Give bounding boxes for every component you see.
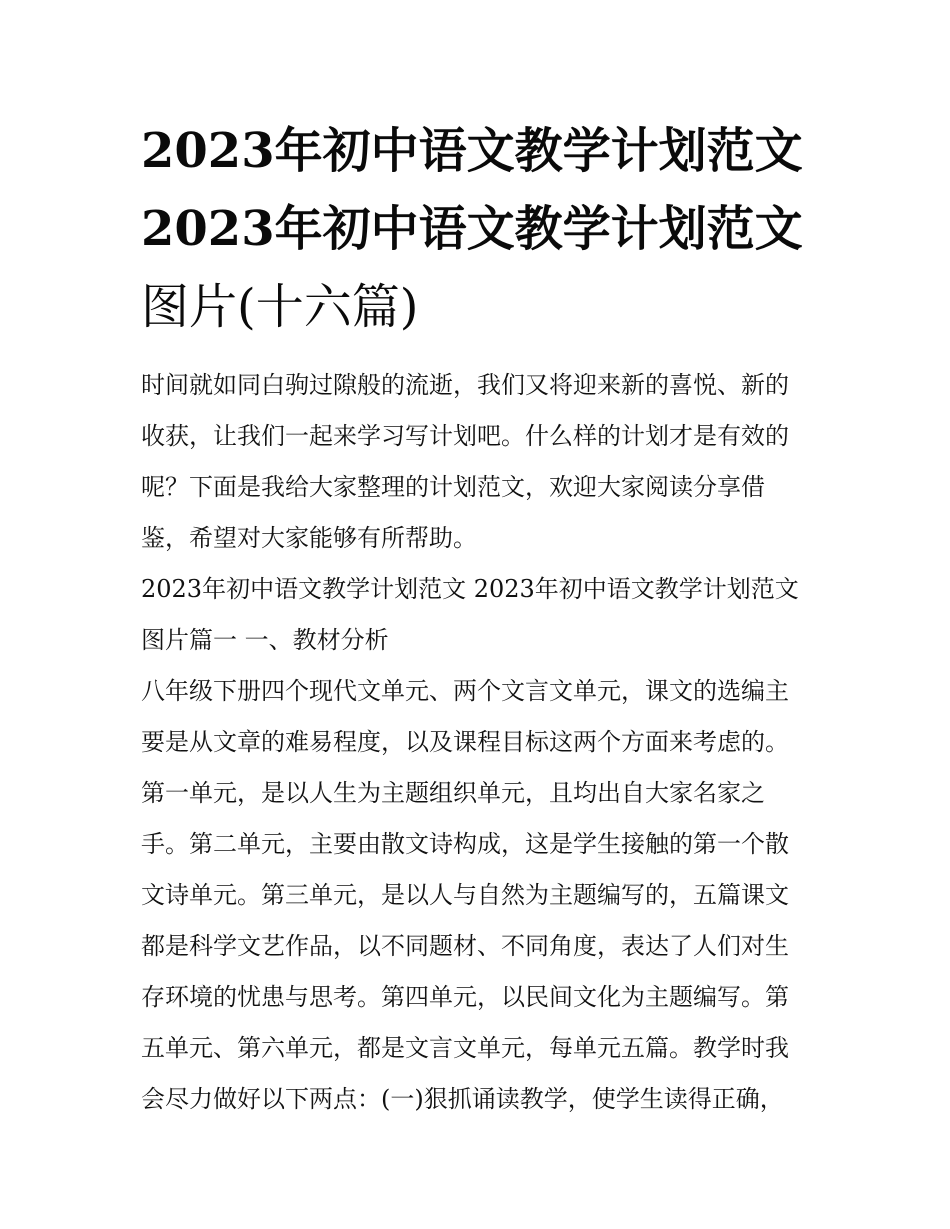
text-line: 图片篇一 一、教材分析 — [141, 626, 389, 654]
intro-paragraph — [141, 360, 817, 564]
title-line-2: 2023年初中语文教学计划范文 — [141, 201, 803, 257]
text-line: 文诗单元。第三单元，是以人与自然为主题编写的，五篇课文 — [141, 881, 789, 909]
text-line: 呢？下面是我给大家整理的计划范文，欢迎大家阅读分享借 — [141, 473, 765, 501]
text-line: 鉴，希望对大家能够有所帮助。 — [141, 524, 477, 552]
text-line: 第一单元，是以人生为主题组织单元，且均出自大家名家之 — [141, 779, 765, 807]
text-line: 会尽力做好以下两点：(一)狠抓诵读教学，使学生读得正确， — [141, 1085, 784, 1113]
analysis-paragraph — [141, 666, 817, 1125]
document-page — [141, 112, 817, 1125]
text-line: 八年级下册四个现代文单元、两个文言文单元，课文的选编主 — [141, 677, 789, 705]
text-line: 都是科学文艺作品，以不同题材、不同角度，表达了人们对生 — [141, 932, 789, 960]
title-line-3: 图片(十六篇) — [141, 279, 419, 335]
text-line: 存环境的忧患与思考。第四单元，以民间文化为主题编写。第 — [141, 983, 789, 1011]
document-title — [141, 112, 817, 346]
text-line: 收获，让我们一起来学习写计划吧。什么样的计划才是有效的 — [141, 422, 789, 450]
text-line: 手。第二单元，主要由散文诗构成，这是学生接触的第一个散 — [141, 830, 789, 858]
section-heading-paragraph — [141, 564, 817, 666]
text-line: 五单元、第六单元，都是文言文单元，每单元五篇。教学时我 — [141, 1034, 789, 1062]
text-line: 时间就如同白驹过隙般的流逝，我们又将迎来新的喜悦、新的 — [141, 371, 789, 399]
text-line: 2023年初中语文教学计划范文 2023年初中语文教学计划范文 — [141, 575, 799, 603]
document-body — [141, 360, 817, 1125]
title-line-1: 2023年初中语文教学计划范文 — [141, 123, 803, 179]
text-line: 要是从文章的难易程度，以及课程目标这两个方面来考虑的。 — [141, 728, 789, 756]
